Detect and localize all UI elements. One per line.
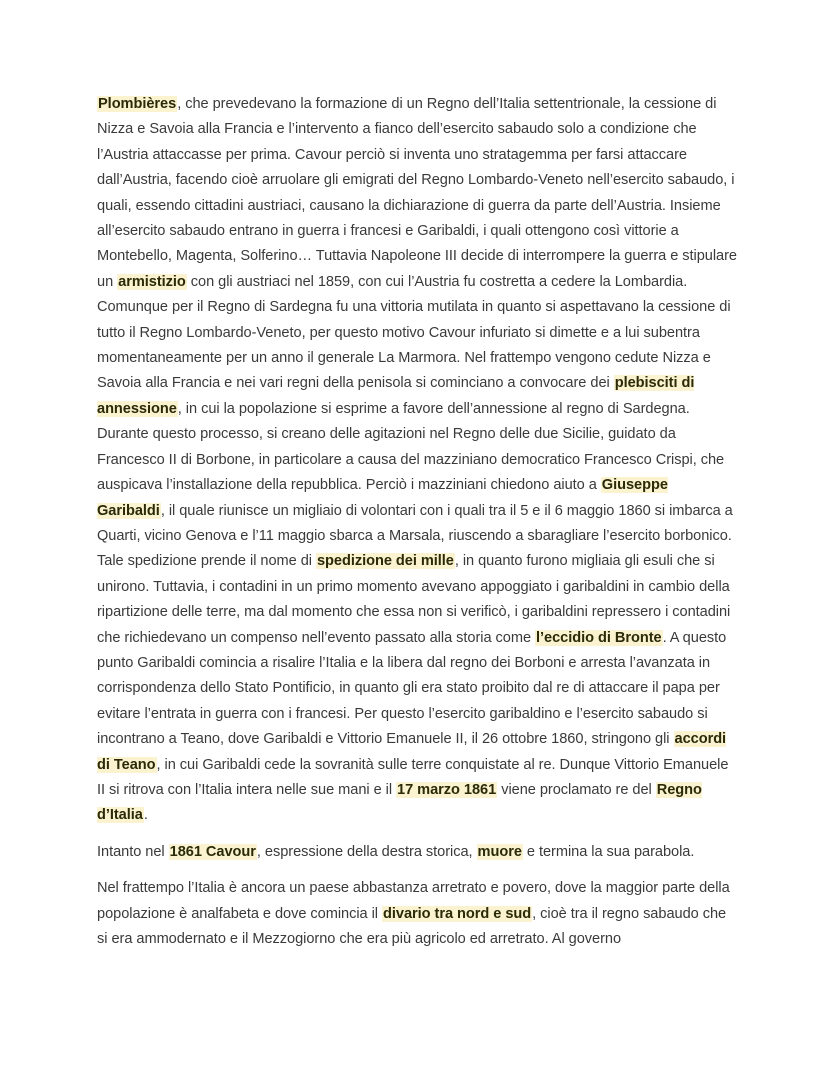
highlight-term: accordi di Teano xyxy=(97,731,727,773)
text-segment: Intanto nel xyxy=(97,843,169,860)
text-segment: e termina la sua parabola. xyxy=(522,843,695,860)
text-segment: con gli austriaci nel 1859, con cui l’Austria fu costretta a cedere la Lombardia. Comunque per il Regno di Sardegna fu una vittoria mutilata in quanto si aspettavano la cessione di tutto il Regno Lombardo-Veneto, per questo motivo Cavour infuriato si dimette e a lui subentra momentaneamente per un anno il generale La Marmora. Nel frattempo vengono cedute Nizza e Savoia alla Francia e nei vari regni della penisola si cominciano a convocare dei xyxy=(97,273,731,392)
highlight-term: plebisciti di annessione xyxy=(97,375,695,417)
paragraph-1 xyxy=(97,92,737,829)
text-segment: , in cui la popolazione si esprime a favore dell’annessione al regno di Sardegna. Durante questo processo, si creano delle agitazioni nel Regno delle due Sicilie, guidato da Francesco II di Borbone, in particolare a causa del mazziniano democratico Francesco Crispi, che auspicava l’installazione della repubblica. Perciò i mazziniani chiedono aiuto a xyxy=(97,400,725,494)
text-segment: . xyxy=(143,807,148,824)
text-segment: , in quanto furono migliaia gli esuli che si unirono. Tuttavia, i contadini in un primo momento avevano appoggiato i garibaldini in cambio della ripartizione delle terre, ma dal momento che essa non si verificò, i garibaldini repressero i contadini che richiedevano un compenso nell’evento passato alla storia come xyxy=(97,553,731,646)
paragraph-2 xyxy=(97,840,737,865)
text-segment: viene proclamato re del xyxy=(497,781,656,798)
highlight-term: l’eccidio di Bronte xyxy=(536,629,662,646)
highlight-term: divario tra nord e sud xyxy=(383,905,532,922)
paragraph-3 xyxy=(97,876,737,952)
highlight-term: 17 marzo 1861 xyxy=(397,781,497,798)
highlight-term: Plombières xyxy=(98,96,177,112)
highlight-term: Regno d’Italia xyxy=(97,781,702,824)
text-segment: , in cui Garibaldi cede la sovranità sulle terre conquistate al re. Dunque Vittorio Emanuele II si ritrova con l’Italia intera nelle sue mani e il xyxy=(97,756,729,798)
text-segment: , che prevedevano la formazione di un Regno dell’Italia settentrionale, la cessione di Nizza e Savoia alla Francia e l’intervento a fianco dell’esercito sabaudo solo a condizione che l’Austria attaccasse per prima. Cavour perciò si inventa uno stratagemma per farsi attaccare dall’Austria, facendo cioè arruolare gli emigrati del Regno Lombardo-Veneto nell’esercito sabaudo, i quali, essendo cittadini austriaci, causano la dichiarazione di guerra da parte dell’Austria. Insieme all’esercito sabaudo entrano in guerra i francesi e Garibaldi, i quali ottengono così vittorie a Montebello, Magenta, Solferino… Tuttavia Napoleone III decide di interrompere la guerra e stipulare un xyxy=(97,96,737,290)
highlight-term: 1861 Cavour xyxy=(169,843,256,860)
highlight-term: Giuseppe Garibaldi xyxy=(97,477,668,519)
highlight-term: armistizio xyxy=(118,273,186,290)
text-segment: . A questo punto Garibaldi comincia a risalire l’Italia e la libera dal regno dei Borboni e arresta l’avanzata in corrispondenza dello Stato Pontificio, in quanto gli era stato proibito dal re di attaccare il papa per evitare l’entrata in guerra con i francesi. Per questo l’esercito garibaldino e l’esercito sabaudo si incontrano a Teano, dove Garibaldi e Vittorio Emanuele II, il 26 ottobre 1860, stringono gli xyxy=(97,629,727,748)
highlight-term: muore xyxy=(477,843,522,860)
document-body xyxy=(97,92,737,963)
highlight-term: spedizione dei mille xyxy=(316,553,454,570)
text-segment: Nel frattempo l’Italia è ancora un paese abbastanza arretrato e povero, dove la maggior parte della popolazione è analfabeta e dove comincia il xyxy=(97,880,730,922)
text-segment: , il quale riunisce un migliaio di volontari con i quali tra il 5 e il 6 maggio 1860 si imbarca a Quarti, vicino Genova e l’11 maggio sbarca a Marsala, riuscendo a sbaragliare l’esercito borbonico. Tale spedizione prende il nome di xyxy=(97,502,733,570)
text-segment: , espressione della destra storica, xyxy=(256,843,477,860)
text-segment: , cioè tra il regno sabaudo che si era ammodernato e il Mezzogiorno che era più agricolo ed arretrato. Al governo xyxy=(97,905,727,947)
